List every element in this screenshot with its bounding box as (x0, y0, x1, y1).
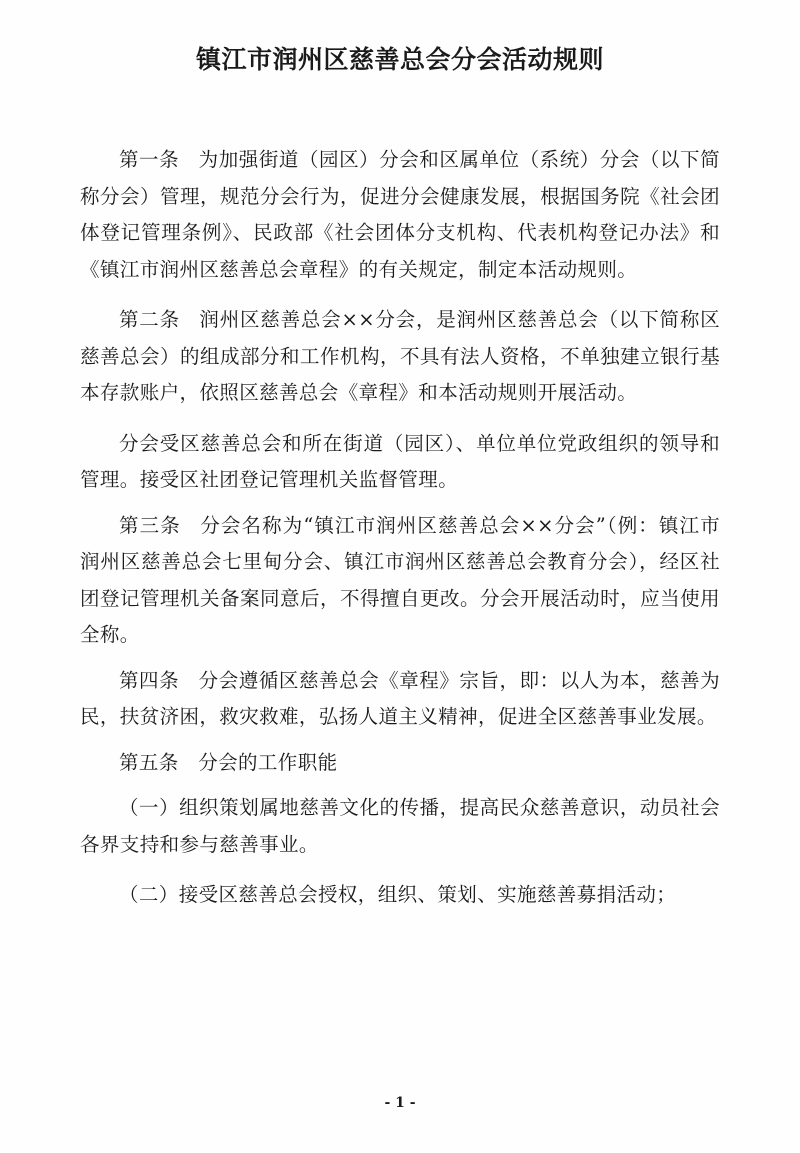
paragraph-text: 分会的工作职能 (198, 750, 338, 774)
document-body (80, 142, 720, 914)
paragraph-text: （一）组织策划属地慈善文化的传播，提高民众慈善意识，动员社会各界支持和参与慈善事业。 (80, 796, 720, 856)
paragraph-article-4 (80, 663, 720, 736)
paragraph-article-2 (80, 302, 720, 412)
document-title: 镇江市润州区慈善总会分会活动规则 (195, 45, 604, 74)
article-number: 第一条 (119, 148, 180, 171)
paragraph-article-5 (80, 745, 720, 782)
page-number: - 1 - (384, 1095, 416, 1111)
paragraph-article-1 (80, 142, 720, 288)
article-number: 第四条 (119, 668, 180, 692)
paragraph-item-2 (80, 877, 720, 914)
paragraph-text: 为加强街道（园区）分会和区属单位（系统）分会（以下简称分会）管理，规范分会行为，促进分会健康发展，根据国务院《社会团体登记管理条例》、民政部《社会团体分支机构、代表机构登记办法》和《镇江市润州区慈善总会章程》的有关规定，制定本活动规则。 (80, 148, 720, 281)
article-number: 第二条 (119, 308, 180, 331)
paragraph-text: 分会名称为“镇江市润州区慈善总会××分会”（例：镇江市润州区慈善总会七里甸分会、镇江市润州区慈善总会教育分会），经区社团登记管理机关备案同意后，不得擅自更改。分会开展活动时，应当使用全称。 (80, 513, 721, 646)
paragraph-item-1 (80, 790, 720, 863)
paragraph-text: 润州区慈善总会××分会，是润州区慈善总会（以下简称区慈善总会）的组成部分和工作机构，不具有法人资格，不单独建立银行基本存款账户，依照区慈善总会《章程》和本活动规则开展活动。 (80, 308, 721, 404)
paragraph-text: 分会遵循区慈善总会《章程》宗旨，即：以人为本，慈善为民，扶贫济困，救灾救难，弘扬人道主义精神，促进全区慈善事业发展。 (80, 668, 720, 728)
paragraph-text: （二）接受区慈善总会授权，组织、策划、实施慈善募捐活动； (119, 883, 677, 906)
article-number: 第三条 (119, 513, 181, 537)
article-number: 第五条 (119, 750, 179, 774)
paragraph-text: 分会受区慈善总会和所在街道（园区）、单位单位党政组织的领导和管理。接受区社团登记管理机关监督管理。 (80, 431, 720, 491)
paragraph-article-3 (80, 508, 720, 654)
paragraph-article-2-supplement (80, 426, 720, 499)
